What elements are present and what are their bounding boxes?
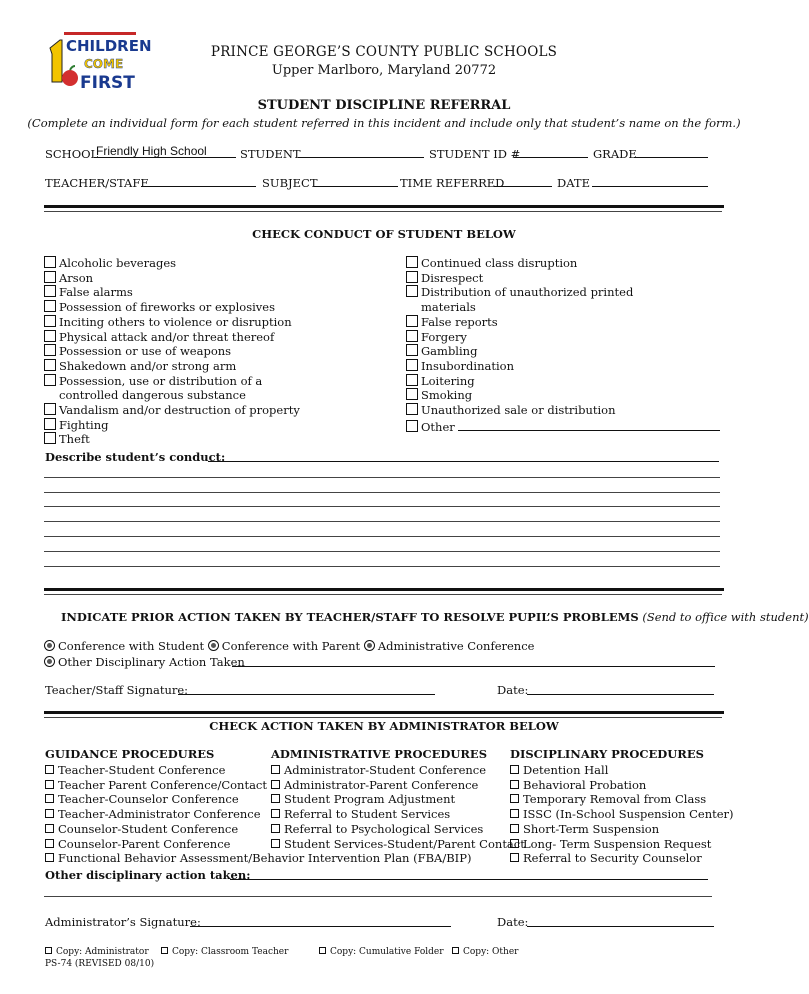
conduct-item[interactable]: Inciting others to violence or disruption	[44, 315, 300, 330]
checkbox[interactable]	[452, 947, 459, 954]
section-divider-thin	[44, 594, 722, 595]
prior-option-parent[interactable]: Conference with Parent	[208, 639, 360, 653]
conduct-item[interactable]: Vandalism and/or destruction of property	[44, 403, 300, 418]
prior-option-student[interactable]: Conference with Student	[44, 639, 204, 653]
teacher-field[interactable]	[141, 186, 256, 187]
guidance-item[interactable]: Teacher-Student Conference	[45, 763, 471, 778]
describe-line[interactable]	[44, 477, 720, 478]
date-field[interactable]	[592, 186, 708, 187]
checkbox[interactable]	[44, 285, 56, 297]
describe-line[interactable]	[44, 521, 720, 522]
disciplinary-item[interactable]: Referral to Security Counselor	[510, 851, 734, 866]
guidance-item[interactable]: Counselor-Parent Conference	[45, 837, 471, 852]
checkbox[interactable]	[44, 403, 56, 415]
checkbox[interactable]	[510, 809, 519, 818]
conduct-item-continued: controlled dangerous substance	[59, 388, 246, 403]
checkbox[interactable]	[161, 947, 168, 954]
other-conduct-field[interactable]	[458, 418, 720, 431]
checkbox[interactable]	[44, 300, 56, 312]
school-field-value[interactable]: Friendly High School	[96, 144, 207, 158]
conduct-item[interactable]: False reports	[406, 315, 720, 330]
administrative-item[interactable]: Administrator-Parent Conference	[271, 778, 525, 793]
other-admin-action-line[interactable]	[44, 896, 712, 897]
checkbox[interactable]	[45, 853, 54, 862]
administrative-item[interactable]: Administrator-Student Conference	[271, 763, 525, 778]
conduct-right-list	[406, 256, 720, 434]
radio-button[interactable]	[364, 640, 375, 651]
org-name: PRINCE GEORGE’S COUNTY PUBLIC SCHOOLS	[210, 44, 558, 60]
checkbox[interactable]	[44, 418, 56, 430]
admin-date-label: Date:	[497, 915, 529, 929]
section-divider	[44, 588, 724, 591]
copy-other[interactable]: Copy: Other	[452, 947, 518, 957]
conduct-left-list	[44, 256, 300, 447]
form-instructions: (Complete an individual form for each student referred in this incident and include only that student’s name on the form.)	[27, 116, 741, 130]
checkbox[interactable]	[271, 809, 280, 818]
checkbox[interactable]	[45, 809, 54, 818]
subject-field[interactable]	[314, 186, 398, 187]
conduct-heading: CHECK CONDUCT OF STUDENT BELOW	[252, 227, 516, 241]
describe-conduct-label: Describe student’s conduct:	[45, 450, 226, 464]
teacher-signature-field[interactable]	[178, 694, 435, 695]
student-label: STUDENT	[240, 147, 301, 161]
admin-action-heading: CHECK ACTION TAKEN BY ADMINISTRATOR BELOW	[209, 719, 559, 733]
conduct-item-continued: materials	[421, 300, 476, 315]
disciplinary-item[interactable]: ISSC (In-School Suspension Center)	[510, 807, 734, 822]
conduct-item[interactable]: Possession, use or distribution of a	[44, 374, 300, 389]
administrative-heading: ADMINISTRATIVE PROCEDURES	[271, 747, 488, 761]
disciplinary-item[interactable]: Long- Term Suspension Request	[510, 837, 734, 852]
guidance-item[interactable]: Teacher-Counselor Conference	[45, 792, 471, 807]
svg-text:FIRST: FIRST	[80, 73, 135, 93]
form-title: STUDENT DISCIPLINE REFERRAL	[257, 98, 511, 113]
describe-conduct-field[interactable]	[208, 461, 719, 462]
checkbox[interactable]	[45, 765, 54, 774]
administrative-list	[271, 763, 525, 851]
guidance-item[interactable]: Teacher Parent Conference/Contact	[45, 778, 471, 793]
prior-option-admin[interactable]: Administrative Conference	[364, 639, 535, 653]
teacher-date-label: Date:	[497, 683, 529, 697]
form-id: PS-74 (REVISED 08/10)	[45, 959, 155, 969]
checkbox[interactable]	[45, 780, 54, 789]
conduct-item[interactable]: Theft	[44, 432, 300, 447]
checkbox[interactable]	[406, 359, 418, 371]
time-referred-label: TIME REFERRED	[400, 176, 505, 190]
checkbox[interactable]	[510, 780, 519, 789]
conduct-item[interactable]: Fighting	[44, 418, 300, 433]
conduct-item[interactable]: Alcoholic beverages	[44, 256, 300, 271]
conduct-item[interactable]: Gambling	[406, 344, 720, 359]
checkbox[interactable]	[44, 256, 56, 268]
disciplinary-heading: DISCIPLINARY PROCEDURES	[510, 747, 704, 761]
checkbox[interactable]	[406, 420, 418, 432]
checkbox[interactable]	[44, 315, 56, 327]
checkbox[interactable]	[406, 256, 418, 268]
describe-line[interactable]	[44, 536, 720, 537]
guidance-item[interactable]: Counselor-Student Conference	[45, 822, 471, 837]
conduct-item[interactable]: Shakedown and/or strong arm	[44, 359, 300, 374]
other-action-field[interactable]	[232, 666, 715, 667]
checkbox[interactable]	[271, 765, 280, 774]
time-referred-field[interactable]	[494, 186, 552, 187]
org-location: Upper Marlboro, Maryland 20772	[271, 63, 497, 78]
svg-text:CHILDREN: CHILDREN	[66, 37, 152, 55]
checkbox[interactable]	[319, 947, 326, 954]
conduct-item[interactable]: Possession of fireworks or explosives	[44, 300, 300, 315]
date-label: DATE	[557, 176, 590, 190]
checkbox[interactable]	[44, 359, 56, 371]
checkbox[interactable]	[510, 765, 519, 774]
conduct-item[interactable]: Unauthorized sale or distribution	[406, 403, 720, 418]
admin-signature-label: Administrator’s Signature:	[45, 915, 201, 929]
checkbox[interactable]	[510, 853, 519, 862]
teacher-signature-label: Teacher/Staff Signature:	[45, 683, 189, 697]
conduct-item-other[interactable]: Other	[406, 418, 720, 435]
conduct-item[interactable]: Physical attack and/or threat thereof	[44, 330, 300, 345]
student-id-label: STUDENT ID #	[429, 147, 521, 161]
disciplinary-item[interactable]: Short-Term Suspension	[510, 822, 734, 837]
school-label: SCHOOL	[45, 147, 99, 161]
checkbox[interactable]	[406, 374, 418, 386]
checkbox[interactable]	[45, 839, 54, 848]
checkbox[interactable]	[44, 330, 56, 342]
checkbox[interactable]	[44, 271, 56, 283]
grade-field[interactable]	[634, 157, 708, 158]
section-divider	[44, 711, 724, 714]
checkbox[interactable]	[271, 839, 280, 848]
conduct-item[interactable]: False alarms	[44, 285, 300, 300]
guidance-item[interactable]: Functional Behavior Assessment/Behavior Intervention Plan (FBA/BIP)	[45, 851, 471, 866]
teacher-date-field[interactable]	[527, 694, 714, 695]
disciplinary-item[interactable]: Detention Hall	[510, 763, 734, 778]
teacher-label: TEACHER/STAFF	[45, 176, 149, 190]
administrative-item[interactable]: Referral to Psychological Services	[271, 822, 525, 837]
checkbox[interactable]	[406, 285, 418, 297]
conduct-item[interactable]: Arson	[44, 271, 300, 286]
conduct-item[interactable]: Insubordination	[406, 359, 720, 374]
student-id-field[interactable]	[514, 157, 588, 158]
subject-label: SUBJECT	[262, 176, 318, 190]
checkbox[interactable]	[510, 794, 519, 803]
disciplinary-item[interactable]: Temporary Removal from Class	[510, 792, 734, 807]
copy-administrator[interactable]: Copy: Administrator	[45, 947, 149, 957]
radio-button[interactable]	[208, 640, 219, 651]
checkbox[interactable]	[45, 947, 52, 954]
admin-signature-field[interactable]	[190, 926, 451, 927]
checkbox[interactable]	[510, 839, 519, 848]
conduct-item[interactable]: Loitering	[406, 374, 720, 389]
children-come-first-logo	[44, 32, 152, 93]
conduct-item[interactable]: Disrespect	[406, 271, 720, 286]
copy-classroom-teacher[interactable]: Copy: Classroom Teacher	[161, 947, 288, 957]
radio-button[interactable]	[44, 656, 55, 667]
checkbox[interactable]	[406, 315, 418, 327]
checkbox[interactable]	[406, 271, 418, 283]
checkbox[interactable]	[271, 824, 280, 833]
other-admin-action-field[interactable]	[230, 879, 708, 880]
describe-line[interactable]	[44, 506, 720, 507]
svg-text:COME: COME	[84, 57, 124, 71]
copy-cumulative-folder[interactable]: Copy: Cumulative Folder	[319, 947, 444, 957]
checkbox[interactable]	[44, 432, 56, 444]
checkbox[interactable]	[406, 403, 418, 415]
student-field[interactable]	[298, 157, 424, 158]
prior-action-options	[44, 639, 534, 653]
guidance-item[interactable]: Teacher-Administrator Conference	[45, 807, 471, 822]
describe-line[interactable]	[44, 492, 720, 493]
checkbox[interactable]	[271, 780, 280, 789]
checkbox[interactable]	[44, 374, 56, 386]
other-admin-action-label: Other disciplinary action taken:	[45, 868, 251, 882]
conduct-item[interactable]: Continued class disruption	[406, 256, 720, 271]
checkbox[interactable]	[45, 794, 54, 803]
grade-label: GRADE	[593, 147, 637, 161]
prior-option-other[interactable]: Other Disciplinary Action Taken	[44, 655, 245, 669]
checkbox[interactable]	[406, 344, 418, 356]
section-divider-thin	[44, 717, 722, 718]
checkbox[interactable]	[406, 388, 418, 400]
checkbox[interactable]	[510, 824, 519, 833]
conduct-item[interactable]: Forgery	[406, 330, 720, 345]
section-divider-thin	[44, 211, 722, 212]
disciplinary-list	[510, 763, 734, 866]
checkbox[interactable]	[406, 330, 418, 342]
administrative-item[interactable]: Student Program Adjustment	[271, 792, 525, 807]
administrative-item[interactable]: Referral to Student Services	[271, 807, 525, 822]
prior-action-heading: INDICATE PRIOR ACTION TAKEN BY TEACHER/STAFF TO RESOLVE PUPIL’S PROBLEMS (Send to office with student)	[61, 610, 809, 624]
conduct-item[interactable]: Possession or use of weapons	[44, 344, 300, 359]
disciplinary-item[interactable]: Behavioral Probation	[510, 778, 734, 793]
section-divider	[44, 205, 724, 208]
admin-date-field[interactable]	[527, 926, 714, 927]
radio-button[interactable]	[44, 640, 55, 651]
describe-line[interactable]	[44, 551, 720, 552]
checkbox[interactable]	[271, 794, 280, 803]
describe-line[interactable]	[44, 566, 720, 567]
guidance-heading: GUIDANCE PROCEDURES	[45, 747, 215, 761]
checkbox[interactable]	[44, 344, 56, 356]
checkbox[interactable]	[45, 824, 54, 833]
administrative-item[interactable]: Student Services-Student/Parent Contact	[271, 837, 525, 852]
conduct-item[interactable]: Smoking	[406, 388, 720, 403]
conduct-item[interactable]: Distribution of unauthorized printed	[406, 285, 720, 300]
